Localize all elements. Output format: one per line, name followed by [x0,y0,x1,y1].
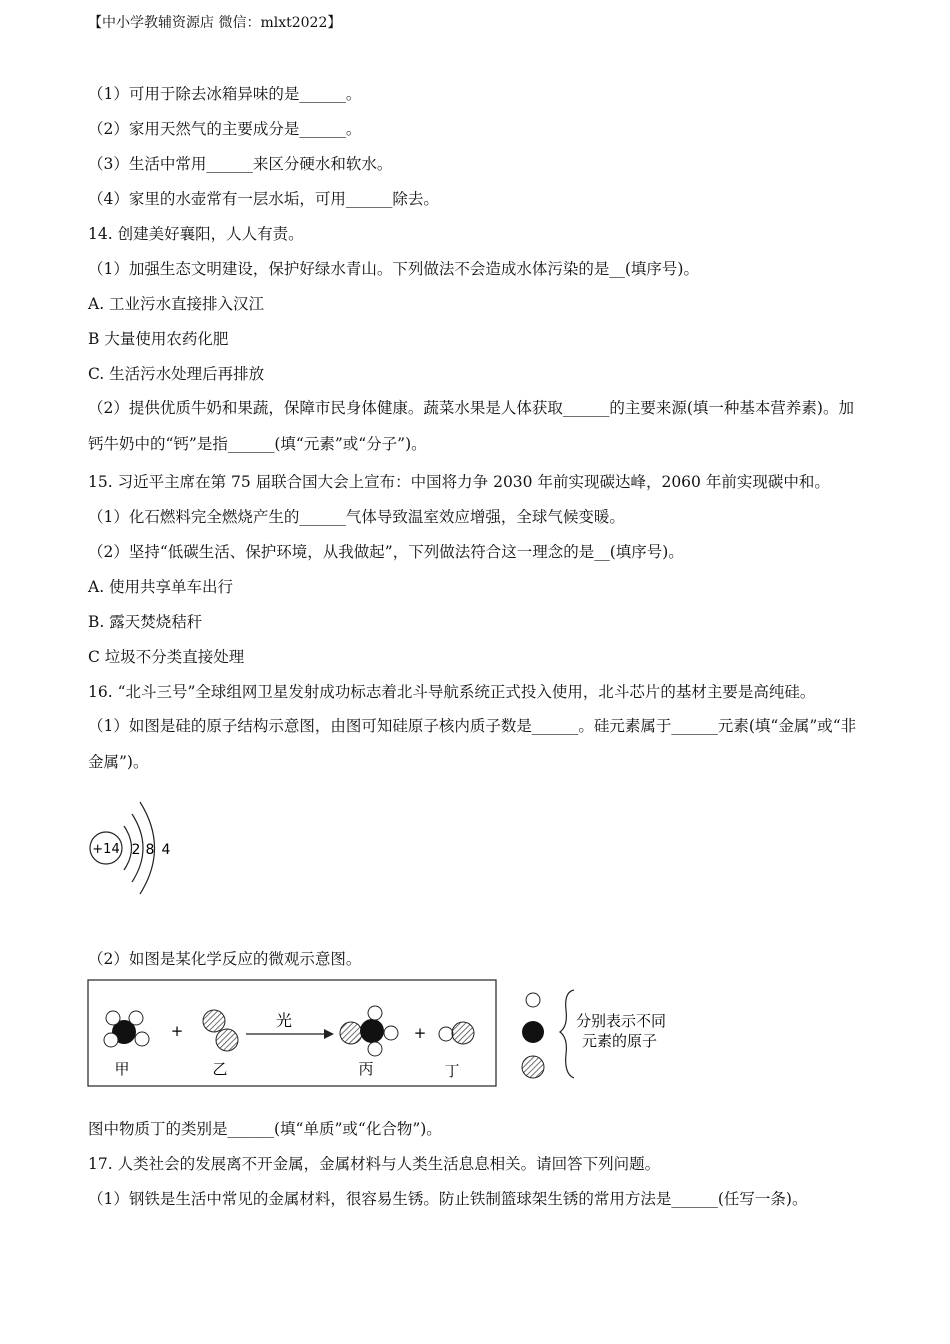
molecule-yi [203,1010,238,1051]
label-jia: 甲 [114,1060,130,1078]
electron-shell-1 [124,826,132,870]
q17-part1: （1）钢铁是生活中常见的金属材料，很容易生锈。防止铁制篮球架生锈的常用方法是______(任写一条)。 [88,1190,808,1208]
q13-item-2: （2）家用天然气的主要成分是______。 [88,120,362,138]
legend-text-line2: 元素的原子 [582,1032,658,1050]
nucleus-charge: +14 [92,842,120,857]
q13-item-3: （3）生活中常用______来区分硬水和软水。 [88,155,393,173]
label-ding: 丁 [444,1062,460,1080]
molecule-ding [439,1022,474,1044]
q14-option-c: C. 生活污水处理后再排放 [88,365,265,383]
shell-3-electrons: 4 [161,842,171,858]
label-yi: 乙 [212,1060,228,1078]
q15-part1: （1）化石燃料完全燃烧产生的______气体导致温室效应增强，全球气候变暖。 [88,508,625,526]
q15-option-a: A. 使用共享单车出行 [88,578,234,596]
q16-stem: 16. “北斗三号”全球组网卫星发射成功标志着北斗导航系统正式投入使用，北斗芯片的基材主要是高纯硅。 [88,683,816,701]
q16-part1: （1）如图是硅的原子结构示意图，由图可知硅原子核内质子数是______。硅元素属于______元素(填“金属”或“非金属”)。 [88,717,857,771]
q15-option-c: C 垃圾不分类直接处理 [88,648,245,666]
q16-part2-question: 图中物质丁的类别是______(填“单质”或“化合物”)。 [88,1120,442,1138]
q14-option-b: B 大量使用农药化肥 [88,330,229,348]
q16-part2: （2）如图是某化学反应的微观示意图。 [88,950,362,968]
q15-option-b: B. 露天焚烧秸秆 [88,613,203,631]
q13-item-4: （4）家里的水壶常有一层水垢，可用______除去。 [88,190,439,208]
plus-sign-1: + [170,1022,184,1040]
atom-legend [522,990,666,1078]
q15-part2: （2）坚持“低碳生活、保护环境，从我做起”，下列做法符合这一理念的是__(填序号)。 [88,543,684,561]
label-bing: 丙 [358,1060,374,1078]
molecule-jia [104,1011,149,1047]
reaction-condition: 光 [275,1011,293,1030]
arrow-head [324,1029,334,1039]
shell-1-electrons: 2 [131,842,141,858]
page-header: 【中小学教辅资源店 微信：mlxt2022】 [88,15,342,31]
plus-sign-2: + [413,1024,427,1042]
molecule-bing [340,1006,398,1056]
legend-brace [560,990,574,1078]
silicon-atom-diagram [84,788,184,908]
q14-option-a: A. 工业污水直接排入汉江 [88,295,265,313]
q14-part2: （2）提供优质牛奶和果蔬，保障市民身体健康。蔬菜水果是人体获取______的主要来源(填一种基本营养素)。加钙牛奶中的“钙”是指______(填“元素”或“分子”)。 [88,399,854,453]
q14-stem: 14. 创建美好襄阳，人人有责。 [88,225,304,243]
reaction-box [88,980,496,1086]
reaction-diagram [86,978,686,1090]
q13-item-1: （1）可用于除去冰箱异味的是______。 [88,85,362,103]
q14-part1: （1）加强生态文明建设，保护好绿水青山。下列做法不会造成水体污染的是__(填序号)。 [88,260,699,278]
q15-stem: 15. 习近平主席在第 75 届联合国大会上宣布：中国将力争 2030 年前实现碳达峰，2060 年前实现碳中和。 [88,473,830,491]
shell-2-electrons: 8 [145,842,155,858]
legend-text-line1: 分别表示不同 [576,1012,667,1030]
q17-stem: 17. 人类社会的发展离不开金属，金属材料与人类生活息息相关。请回答下列问题。 [88,1155,661,1173]
